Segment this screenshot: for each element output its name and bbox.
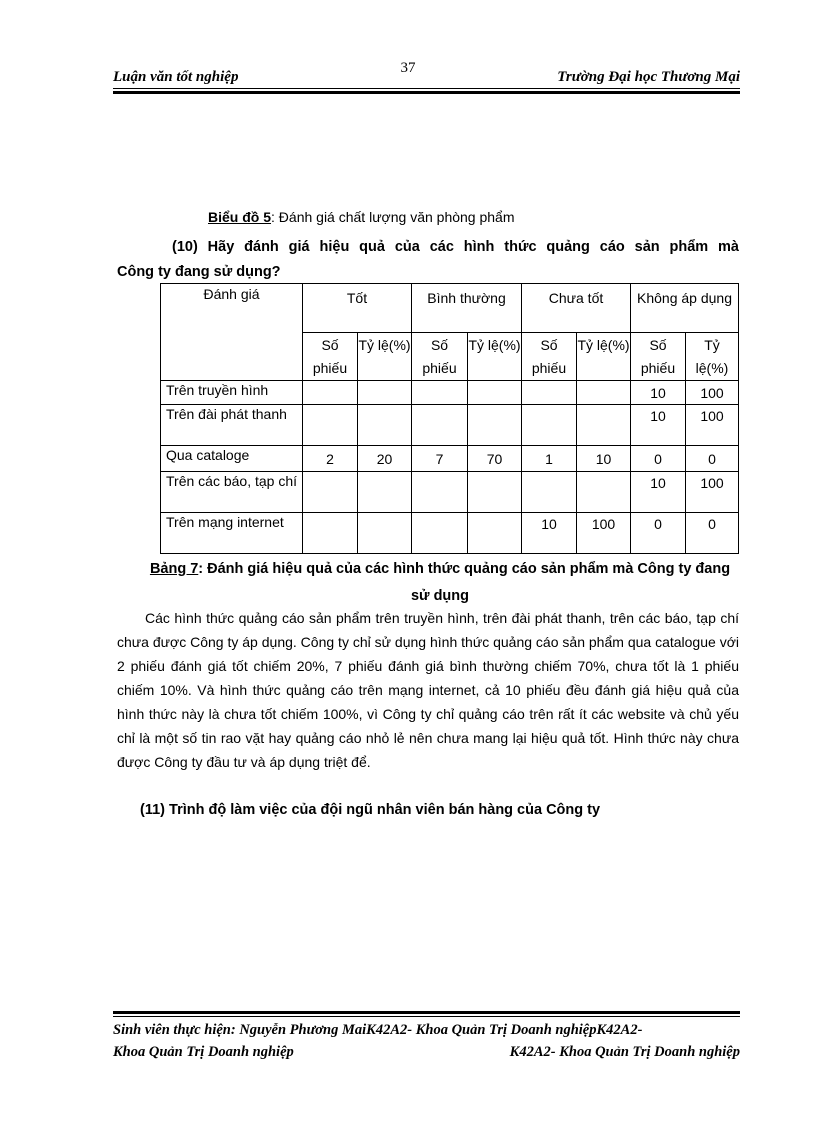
table-cell bbox=[412, 405, 468, 446]
table-cell bbox=[303, 405, 358, 446]
ad-effectiveness-table bbox=[160, 283, 739, 554]
footer-rule-thick bbox=[113, 1011, 740, 1014]
header-rule bbox=[113, 88, 740, 89]
sub-header-count: Số phiếu bbox=[631, 333, 686, 381]
header-rule-thick bbox=[113, 91, 740, 94]
chart-caption-label: Biểu đồ 5 bbox=[208, 209, 272, 225]
question-line-2: Công ty đang sử dụng? bbox=[117, 264, 281, 280]
table-row bbox=[161, 513, 739, 554]
table-cell bbox=[577, 381, 631, 405]
table-cell: 100 bbox=[686, 472, 739, 513]
footer bbox=[113, 1019, 740, 1063]
table-corner-header: Đánh giá bbox=[161, 284, 303, 381]
table-cell: 0 bbox=[631, 513, 686, 554]
col-group-not-good: Chưa tốt bbox=[522, 284, 631, 333]
table-cell bbox=[412, 513, 468, 554]
row-label: Trên đài phát thanh bbox=[161, 405, 303, 446]
table-cell bbox=[522, 381, 577, 405]
table-cell bbox=[303, 472, 358, 513]
table-cell: 10 bbox=[631, 405, 686, 446]
col-group-normal: Bình thường bbox=[412, 284, 522, 333]
table-cell bbox=[412, 472, 468, 513]
table-cell bbox=[468, 472, 522, 513]
table-caption bbox=[140, 556, 740, 610]
table-cell: 100 bbox=[686, 405, 739, 446]
paragraph-text: Các hình thức quảng cáo sản phẩm trên truyền hình, trên đài phát thanh, trên các báo, tạp chí chưa được Công ty áp dụng. Công ty chỉ sử dụng hình thức quảng cáo sản phẩm qua catalogue với 2 phiếu đánh giá tốt chiếm 20%, 7 phiếu đánh giá bình thường chiếm 70%, chưa tốt là 1 phiếu chiếm 10%. Và hình thức quảng cáo trên mạng internet, cả 10 phiếu đều đánh giá hiệu quả của hình thức này là chưa tốt chiếm 100%, vì Công ty chỉ quảng cáo trên rất ít các website và chủ yếu chỉ là một số tin rao vặt hay quảng cáo nhỏ lẻ nên chưa mang lại hiệu quả tốt. Hình thức này chưa được Công ty đầu tư và áp dụng triệt để. bbox=[117, 610, 739, 770]
table-caption-label: Bảng 7 bbox=[149, 561, 199, 577]
header-thesis-title: Luận văn tốt nghiệp bbox=[113, 69, 239, 85]
table-cell bbox=[577, 472, 631, 513]
section-heading: (11) Trình độ làm việc của đội ngũ nhân viên bán hàng của Công ty bbox=[140, 802, 601, 818]
table-cell: 10 bbox=[631, 381, 686, 405]
table-row bbox=[161, 381, 739, 405]
sub-header-percent: Tỷ lệ(%) bbox=[358, 333, 412, 381]
table-cell bbox=[303, 381, 358, 405]
table-cell bbox=[412, 381, 468, 405]
table-cell: 10 bbox=[522, 513, 577, 554]
footer-line-2-left: Khoa Quản Trị Doanh nghiệp bbox=[113, 1044, 294, 1060]
col-group-not-applied: Không áp dụng bbox=[631, 284, 739, 333]
question-line-1: (10) Hãy đánh giá hiệu quả của các hình thức quảng cáo sản phẩm mà bbox=[172, 239, 739, 255]
sub-header-count: Số phiếu bbox=[303, 333, 358, 381]
table-cell bbox=[303, 513, 358, 554]
col-group-good: Tốt bbox=[303, 284, 412, 333]
sub-header-count: Số phiếu bbox=[412, 333, 468, 381]
page-number: 37 bbox=[400, 60, 416, 76]
table-cell bbox=[468, 405, 522, 446]
row-label: Trên mạng internet bbox=[161, 513, 303, 554]
table-cell: 10 bbox=[577, 446, 631, 472]
table-cell: 1 bbox=[522, 446, 577, 472]
table-cell: 100 bbox=[686, 381, 739, 405]
sub-header-count: Số phiếu bbox=[522, 333, 577, 381]
sub-header-percent: Tỷ lệ(%) bbox=[468, 333, 522, 381]
row-label: Trên các báo, tạp chí bbox=[161, 472, 303, 513]
footer-line-1: Sinh viên thực hiện: Nguyễn Phương MaiK42A2- Khoa Quản Trị Doanh nghiệpK42A2- bbox=[113, 1022, 643, 1038]
table-cell: 20 bbox=[358, 446, 412, 472]
table-row bbox=[161, 472, 739, 513]
table-cell bbox=[358, 405, 412, 446]
table-cell: 2 bbox=[303, 446, 358, 472]
sub-header-percent: Tỷ lệ(%) bbox=[577, 333, 631, 381]
survey-question bbox=[117, 235, 739, 285]
table-cell: 70 bbox=[468, 446, 522, 472]
sub-header-percent: Tỷ lệ(%) bbox=[686, 333, 739, 381]
table-cell: 0 bbox=[686, 513, 739, 554]
table-cell bbox=[522, 472, 577, 513]
table-cell bbox=[468, 381, 522, 405]
table-cell bbox=[577, 405, 631, 446]
table-cell: 7 bbox=[412, 446, 468, 472]
chart-caption-text: : Đánh giá chất lượng văn phòng phẩm bbox=[271, 209, 515, 225]
chart-caption bbox=[208, 209, 515, 225]
table-cell: 0 bbox=[686, 446, 739, 472]
header-university: Trường Đại học Thương Mại bbox=[557, 69, 740, 85]
footer-line-2 bbox=[113, 1041, 740, 1063]
table-cell bbox=[468, 513, 522, 554]
row-label: Trên truyền hình bbox=[161, 381, 303, 405]
table-cell: 10 bbox=[631, 472, 686, 513]
footer-line-2-right: K42A2- Khoa Quản Trị Doanh nghiệp bbox=[509, 1044, 740, 1060]
table-cell: 100 bbox=[577, 513, 631, 554]
table-cell bbox=[358, 513, 412, 554]
row-label: Qua cataloge bbox=[161, 446, 303, 472]
table-cell: 0 bbox=[631, 446, 686, 472]
table-caption-text: : Đánh giá hiệu quả của các hình thức quảng cáo sản phẩm mà Công ty đang sử dụng bbox=[198, 561, 731, 604]
table-row bbox=[161, 405, 739, 446]
analysis-paragraph bbox=[117, 606, 739, 774]
table-cell bbox=[522, 405, 577, 446]
table-row bbox=[161, 446, 739, 472]
table-cell bbox=[358, 381, 412, 405]
footer-rule bbox=[113, 1016, 740, 1017]
table-cell bbox=[358, 472, 412, 513]
